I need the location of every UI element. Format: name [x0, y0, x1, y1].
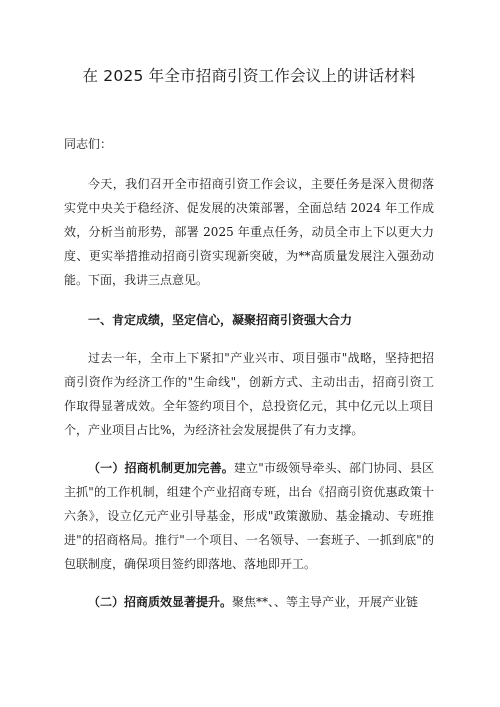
subsection-1-body: 建立"市级领导牵头、部门协同、县区主抓"的工作机制，组建个产业招商专班，出台《招商引资优惠政策十六条》，设立亿元产业引导基金，形成"政策激励、基金撬动、专班推进"的招商格局。推行"一个项目、一名领导、一套班子、一抓到底"的包联制度，确保项目签约即落地、落地即开工。: [64, 461, 434, 571]
document-title: 在 2025 年全市招商引资工作会议上的讲话材料: [82, 67, 416, 85]
intro-paragraph: 今天，我们召开全市招商引资工作会议，主要任务是深入贯彻落实党中央关于稳经济、促发展的决策部署，全面总结 2024 年工作成效，分析当前形势，部署 2025 年重点任务，动员全市上下以更大力度、更实举措推动招商引资实现新突破，为**高质量发展注入强劲动能。下面，我讲三点意见。: [64, 177, 434, 287]
subsection-2-lead: （二）招商质效显著提升。: [88, 595, 233, 609]
subsection-2-body: 聚焦**、、等主导产业，开展产业链: [232, 595, 419, 609]
subsection-1-lead: （一）招商机制更加完善。: [88, 461, 234, 475]
section-1-paragraph: 过去一年，全市上下紧扣"产业兴市、项目强市"战略，坚持把招商引资作为经济工作的"生命线"，创新方式、主动出击，招商引资工作取得显著成效。全年签约项目个，总投资亿元，其中亿元以上项目个，产业项目占比%，为经济社会发展提供了有力支撑。: [64, 351, 434, 437]
section-heading-1: 一、肯定成绩，坚定信心，凝聚招商引资强大合力: [88, 313, 353, 327]
subsection-1-paragraph: [64, 456, 434, 576]
subsection-2-paragraph: [64, 590, 434, 614]
salutation: 同志们：: [64, 137, 113, 151]
